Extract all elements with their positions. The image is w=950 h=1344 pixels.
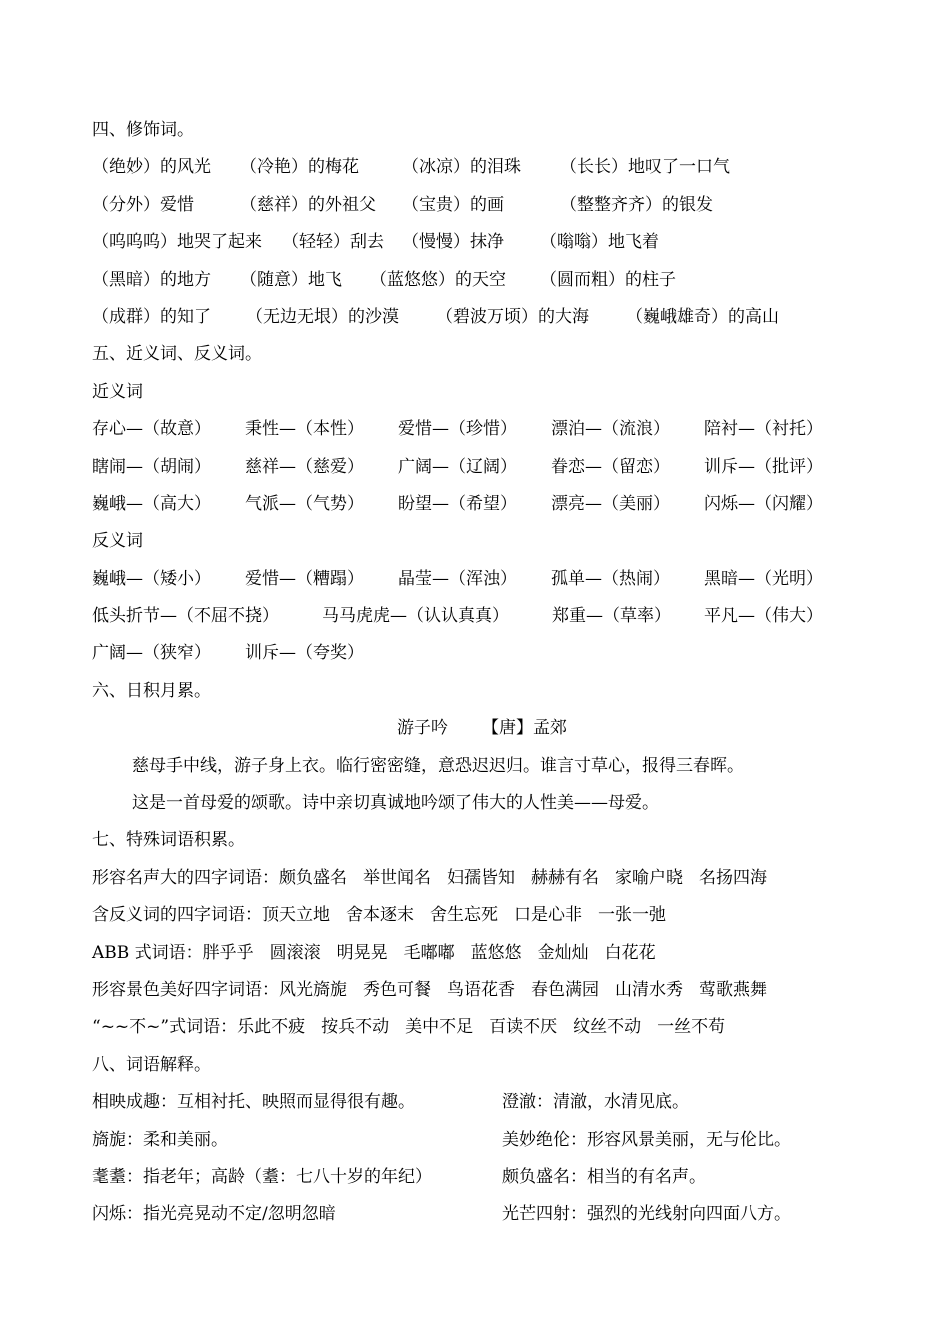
definition-row xyxy=(92,1122,872,1159)
modifier-item: （嗡嗡）地飞着 xyxy=(540,232,659,253)
word-item: 乐此不疲 xyxy=(237,1017,306,1038)
modifier-row xyxy=(92,187,872,224)
word-pair: 巍峨—（高大） xyxy=(92,493,211,514)
word-pair: 秉性—（本性） xyxy=(245,419,364,440)
word-pair: 低头折节—（不屈不挠） xyxy=(92,606,279,627)
word-item: 按兵不动 xyxy=(321,1017,390,1038)
word-item: 金灿灿 xyxy=(537,942,589,963)
word-item: 百读不厌 xyxy=(489,1017,558,1038)
modifier-item: （分外）爱惜 xyxy=(92,194,194,215)
word-pair: 晶莹—（浑浊） xyxy=(398,568,517,589)
definition-row xyxy=(92,1159,872,1196)
word-group xyxy=(92,897,872,934)
word-item: 山清水秀 xyxy=(615,979,683,1000)
definition-left: 旖旎：柔和美丽。 xyxy=(92,1129,228,1150)
antonym-row xyxy=(92,561,872,598)
word-item: 一丝不苟 xyxy=(657,1017,726,1038)
word-pair: 慈祥—（慈爱） xyxy=(245,456,364,477)
antonym-row xyxy=(92,598,872,635)
word-item: 圆滚滚 xyxy=(269,942,321,963)
word-pair: 训斥—（批评） xyxy=(704,456,823,477)
modifier-item: （绝妙）的风光 xyxy=(92,157,211,178)
word-pair: 漂亮—（美丽） xyxy=(551,493,670,514)
word-pair: 气派—（气势） xyxy=(245,493,364,514)
poem-note: 这是一首母爱的颂歌。诗中亲切真诚地吟颂了伟大的人性美——母爱。 xyxy=(132,793,659,814)
definition-left: 闪烁：指光亮晃动不定/忽明忽暗 xyxy=(92,1204,336,1225)
word-pair: 马马虎虎—（认认真真） xyxy=(322,606,509,627)
modifier-item: （巍峨雄奇）的高山 xyxy=(626,306,779,327)
definition-right: 光芒四射：强烈的光线射向四面八方。 xyxy=(502,1204,791,1225)
poem-text: 慈母手中线，游子身上衣。临行密密缝，意恐迟迟归。谁言寸草心，报得三春晖。 xyxy=(132,755,744,776)
word-item: 春色满园 xyxy=(531,979,599,1000)
section-6-title: 六、日积月累。 xyxy=(92,680,211,701)
word-pair: 平凡—（伟大） xyxy=(704,606,823,627)
definition-right: 澄澈：清澈，水清见底。 xyxy=(502,1092,689,1113)
word-pair: 巍峨—（矮小） xyxy=(92,568,211,589)
modifier-item: （宝贵）的画 xyxy=(402,194,504,215)
antonym-label: 反义词 xyxy=(92,531,143,552)
modifier-row xyxy=(92,224,872,261)
modifier-item: （慢慢）抹净 xyxy=(402,232,504,253)
word-pair: 闪烁—（闪耀） xyxy=(704,493,823,514)
poem-name: 游子吟 xyxy=(397,718,448,739)
word-pair: 漂泊—（流浪） xyxy=(551,419,670,440)
word-group-label: ABB 式词语： xyxy=(92,942,203,963)
modifier-item: （轻轻）刮去 xyxy=(282,232,384,253)
modifier-item: （随意）地飞 xyxy=(240,269,342,290)
word-pair: 孤单—（热闹） xyxy=(551,568,670,589)
modifier-item: （成群）的知了 xyxy=(92,306,211,327)
word-item: 名扬四海 xyxy=(699,867,767,888)
word-item: 妇孺皆知 xyxy=(447,867,515,888)
word-pair: 瞎闹—（胡闹） xyxy=(92,456,211,477)
word-item: 家喻户晓 xyxy=(615,867,683,888)
word-group-label: “~~不~”式词语： xyxy=(92,1017,238,1038)
modifier-item: （慈祥）的外祖父 xyxy=(240,194,376,215)
definition-left: 相映成趣：互相衬托、映照而显得很有趣。 xyxy=(92,1092,415,1113)
modifier-row xyxy=(92,149,872,186)
section-7-title: 七、特殊词语积累。 xyxy=(92,830,245,851)
word-item: 口是心非 xyxy=(514,905,582,926)
modifier-item: （无边无垠）的沙漠 xyxy=(246,306,399,327)
word-item: 蓝悠悠 xyxy=(470,942,522,963)
definition-row xyxy=(92,1084,872,1121)
synonym-row xyxy=(92,486,872,523)
word-item: 白花花 xyxy=(604,942,656,963)
synonym-row xyxy=(92,411,872,448)
word-item: 风光旖旎 xyxy=(279,979,347,1000)
modifier-item: （碧波万顷）的大海 xyxy=(436,306,589,327)
modifier-item: （呜呜呜）地哭了起来 xyxy=(92,232,262,253)
modifier-item: （长长）地叹了一口气 xyxy=(560,157,730,178)
synonym-label: 近义词 xyxy=(92,381,143,402)
word-pair: 郑重—（草率） xyxy=(552,606,671,627)
word-group-label: 含反义词的四字词语： xyxy=(92,905,262,926)
word-pair: 陪衬—（衬托） xyxy=(704,419,823,440)
word-pair: 盼望—（希望） xyxy=(398,493,517,514)
definition-left: 耄耋：指老年；高龄（耋：七八十岁的年纪） xyxy=(92,1166,432,1187)
word-item: 一张一弛 xyxy=(598,905,666,926)
synonym-row xyxy=(92,449,872,486)
word-pair: 训斥—（夸奖） xyxy=(245,643,364,664)
definition-right: 颇负盛名：相当的有名声。 xyxy=(502,1166,706,1187)
word-item: 舍本逐末 xyxy=(346,905,414,926)
section-5-title: 五、近义词、反义词。 xyxy=(92,344,262,365)
word-item: 举世闻名 xyxy=(363,867,431,888)
modifier-item: （整整齐齐）的银发 xyxy=(560,194,713,215)
modifier-item: （冷艳）的梅花 xyxy=(240,157,359,178)
word-item: 胖乎乎 xyxy=(202,942,254,963)
word-pair: 广阔—（狭窄） xyxy=(92,643,211,664)
modifier-row xyxy=(92,299,872,336)
word-item: 赫赫有名 xyxy=(531,867,599,888)
word-group xyxy=(92,1009,872,1046)
word-pair: 爱惜—（糟蹋） xyxy=(245,568,364,589)
modifier-item: （蓝悠悠）的天空 xyxy=(370,269,506,290)
word-item: 顶天立地 xyxy=(262,905,330,926)
word-pair: 黑暗—（光明） xyxy=(704,568,823,589)
word-item: 秀色可餐 xyxy=(363,979,431,1000)
modifier-item: （圆而粗）的柱子 xyxy=(540,269,676,290)
word-item: 明晃晃 xyxy=(336,942,388,963)
word-group-label: 形容景色美好四字词语： xyxy=(92,979,279,1000)
section-8-title: 八、词语解释。 xyxy=(92,1054,211,1075)
word-pair: 爱惜—（珍惜） xyxy=(398,419,517,440)
modifier-item: （冰凉）的泪珠 xyxy=(402,157,521,178)
modifier-item: （黑暗）的地方 xyxy=(92,269,211,290)
word-item: 莺歌燕舞 xyxy=(699,979,767,1000)
word-group xyxy=(92,972,872,1009)
poem-heading xyxy=(92,710,872,747)
definition-row xyxy=(92,1196,872,1233)
section-4-title: 四、修饰词。 xyxy=(92,120,194,140)
word-group-label: 形容名声大的四字词语： xyxy=(92,867,279,888)
word-item: 颇负盛名 xyxy=(279,867,347,888)
word-item: 纹丝不动 xyxy=(573,1017,642,1038)
word-group xyxy=(92,860,872,897)
word-item: 舍生忘死 xyxy=(430,905,498,926)
antonym-row xyxy=(92,635,872,672)
word-item: 鸟语花香 xyxy=(447,979,515,1000)
word-pair: 存心—（故意） xyxy=(92,419,211,440)
document-page xyxy=(92,112,872,1234)
word-pair: 广阔—（辽阔） xyxy=(398,456,517,477)
word-item: 毛嘟嘟 xyxy=(403,942,455,963)
word-item: 美中不足 xyxy=(405,1017,474,1038)
definition-right: 美妙绝伦：形容风景美丽，无与伦比。 xyxy=(502,1129,791,1150)
word-pair: 眷恋—（留恋） xyxy=(551,456,670,477)
word-group xyxy=(92,935,872,972)
modifier-row xyxy=(92,262,872,299)
poem-author: 【唐】孟郊 xyxy=(482,718,567,739)
